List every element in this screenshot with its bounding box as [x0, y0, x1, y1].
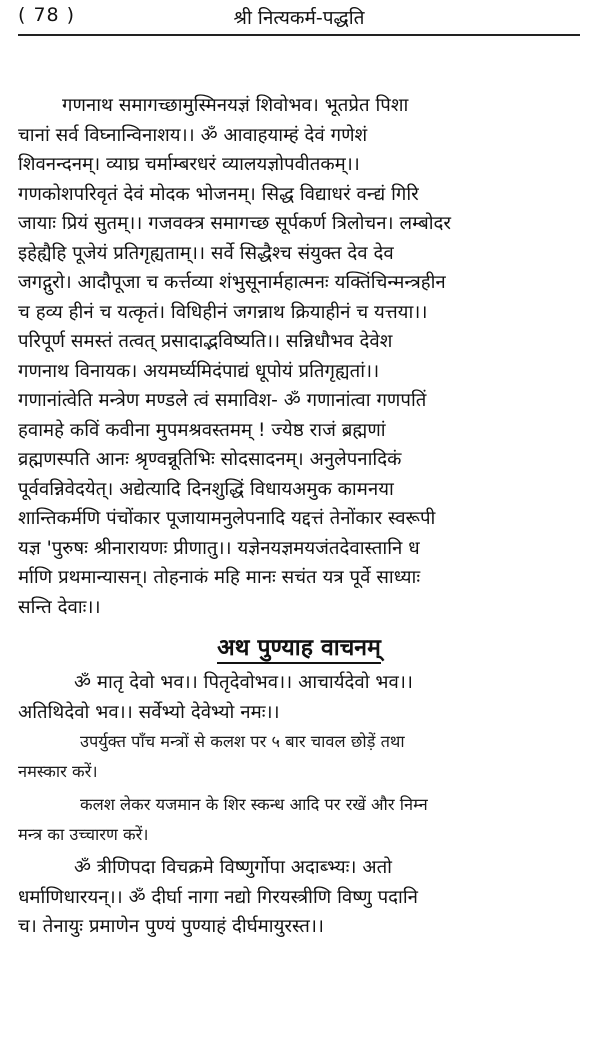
paragraph-invocation: [18, 91, 580, 622]
text-line: यज्ञ 'पुरुषः श्रीनारायणः प्रीणातु।। यज्ञेनयज्ञमयजंतदेवास्तानि ध: [18, 537, 420, 559]
text-line: चानां सर्व विघ्नान्विनाशय।। ॐ आवाहयाम्हं देवं गणेशं: [18, 124, 368, 146]
page-header: [18, 0, 580, 36]
text-line: धर्माणिधारयन्।। ॐ दीर्घा नागा नद्यो गिरयस्त्रीणि विष्णु पदानि: [18, 886, 418, 908]
section-heading: [18, 630, 580, 666]
text-line: पूर्ववन्निवेदयेत्। अद्येत्यादि दिनशुद्धिं विधायअमुक कामनया: [18, 478, 394, 500]
paragraph-mantra: [18, 668, 580, 727]
text-line: व्रह्मणस्पति आनः श्रृण्वन्नूतिभिः सोदसादनम्। अनुलेपनादिकं: [18, 449, 402, 470]
text-line: जायाः प्रियं सुतम्।। गजवक्त्र समागच्छ सूर्पकर्ण त्रिलोचन। लम्बोदर: [18, 213, 452, 234]
text-line: ॐ मातृ देवो भव।। पितृदेवोभव।। आचार्यदेवो भव।।: [74, 672, 413, 693]
text-line: शान्तिकर्मणि पंचोंकार पूजायामनुलेपनादि यद्दत्तं तेनोंकार स्वरूपी: [18, 508, 436, 529]
text-line: नमस्कार करें।: [18, 761, 98, 781]
paragraph-mantra-vishnu: [18, 853, 580, 942]
text-line: परिपूर्ण समस्तं तत्वत् प्रसादाद्भविष्यति।। सन्निधौभव देवेश: [18, 331, 393, 352]
text-line: कलश लेकर यजमान के शिर स्कन्ध आदि पर रखें और निम्न: [80, 795, 428, 814]
running-title: श्री नित्यकर्म-पद्धति: [233, 7, 365, 29]
text-line: उपर्युक्त पाँच मन्त्रों से कलश पर ५ बार चावल छोड़ें तथा: [80, 732, 405, 751]
section-heading-text: अथ पुण्याह वाचनम्: [217, 635, 381, 664]
text-line: इहेह्यैहि पूजेयं प्रतिगृह्यताम्।। सर्वे सिद्धैश्च संयुक्त देव देव: [18, 242, 394, 264]
text-line: र्माणि प्रथमान्यासन्। तोहनाकं महि मानः सचंत यत्र पूर्वे साध्याः: [18, 567, 421, 588]
paragraph-instruction-2: [18, 790, 580, 849]
text-line: च। तेनायुः प्रमाणेन पुण्यं पुण्याहं दीर्घमायुरस्त।।: [18, 916, 324, 937]
text-line: गणकोशपरिवृतं देवं मोदक भोजनम्। सिद्ध विद्याधरं वन्द्यं गिरि: [18, 183, 419, 205]
text-line: शिवनन्दनम्। व्याघ्र चर्माम्बरधरं व्यालयज्ञोपवीतकम्।।: [18, 154, 360, 175]
text-line: हवामहे कविं कवीना मुपमश्रवस्तमम् ! ज्येष्ठ राजं ब्रह्मणां: [18, 419, 386, 441]
text-line: मन्त्र का उच्चारण करें।: [18, 824, 149, 844]
text-line: गणानांत्वेति मन्त्रेण मण्डले त्वं समाविश- ॐ गणानांत्वा गणपतिं: [18, 390, 427, 411]
text-line: च हव्य हीनं च यत्कृतं। विधिहीनं जगन्नाथ क्रियाहीनं च यत्तया।।: [18, 301, 428, 323]
paragraph-instruction-1: [18, 727, 580, 786]
text-line: गणनाथ समागच्छामुस्मिनयज्ञं शिवोभव। भूतप्रेत पिशा: [62, 95, 409, 116]
text-line: अतिथिदेवो भव।। सर्वेभ्यो देवेभ्यो नमः।।: [18, 701, 280, 723]
page-number: ( 78 ): [18, 4, 76, 26]
text-line: गणनाथ विनायक। अयमर्घ्यमिदंपाद्यं धूपोयं प्रतिगृह्यतां।।: [18, 360, 380, 382]
text-line: ॐ त्रीणिपदा विचक्रमे विष्णुर्गोपा अदाब्भ्यः। अतो: [74, 857, 392, 878]
text-line: जगद्गुरो। आदौपूजा च कर्त्तव्या शंभुसूनार्महात्मनः यक्तिंचिन्मन्त्रहीन: [18, 272, 446, 293]
text-line: सन्ति देवाः।।: [18, 596, 101, 618]
